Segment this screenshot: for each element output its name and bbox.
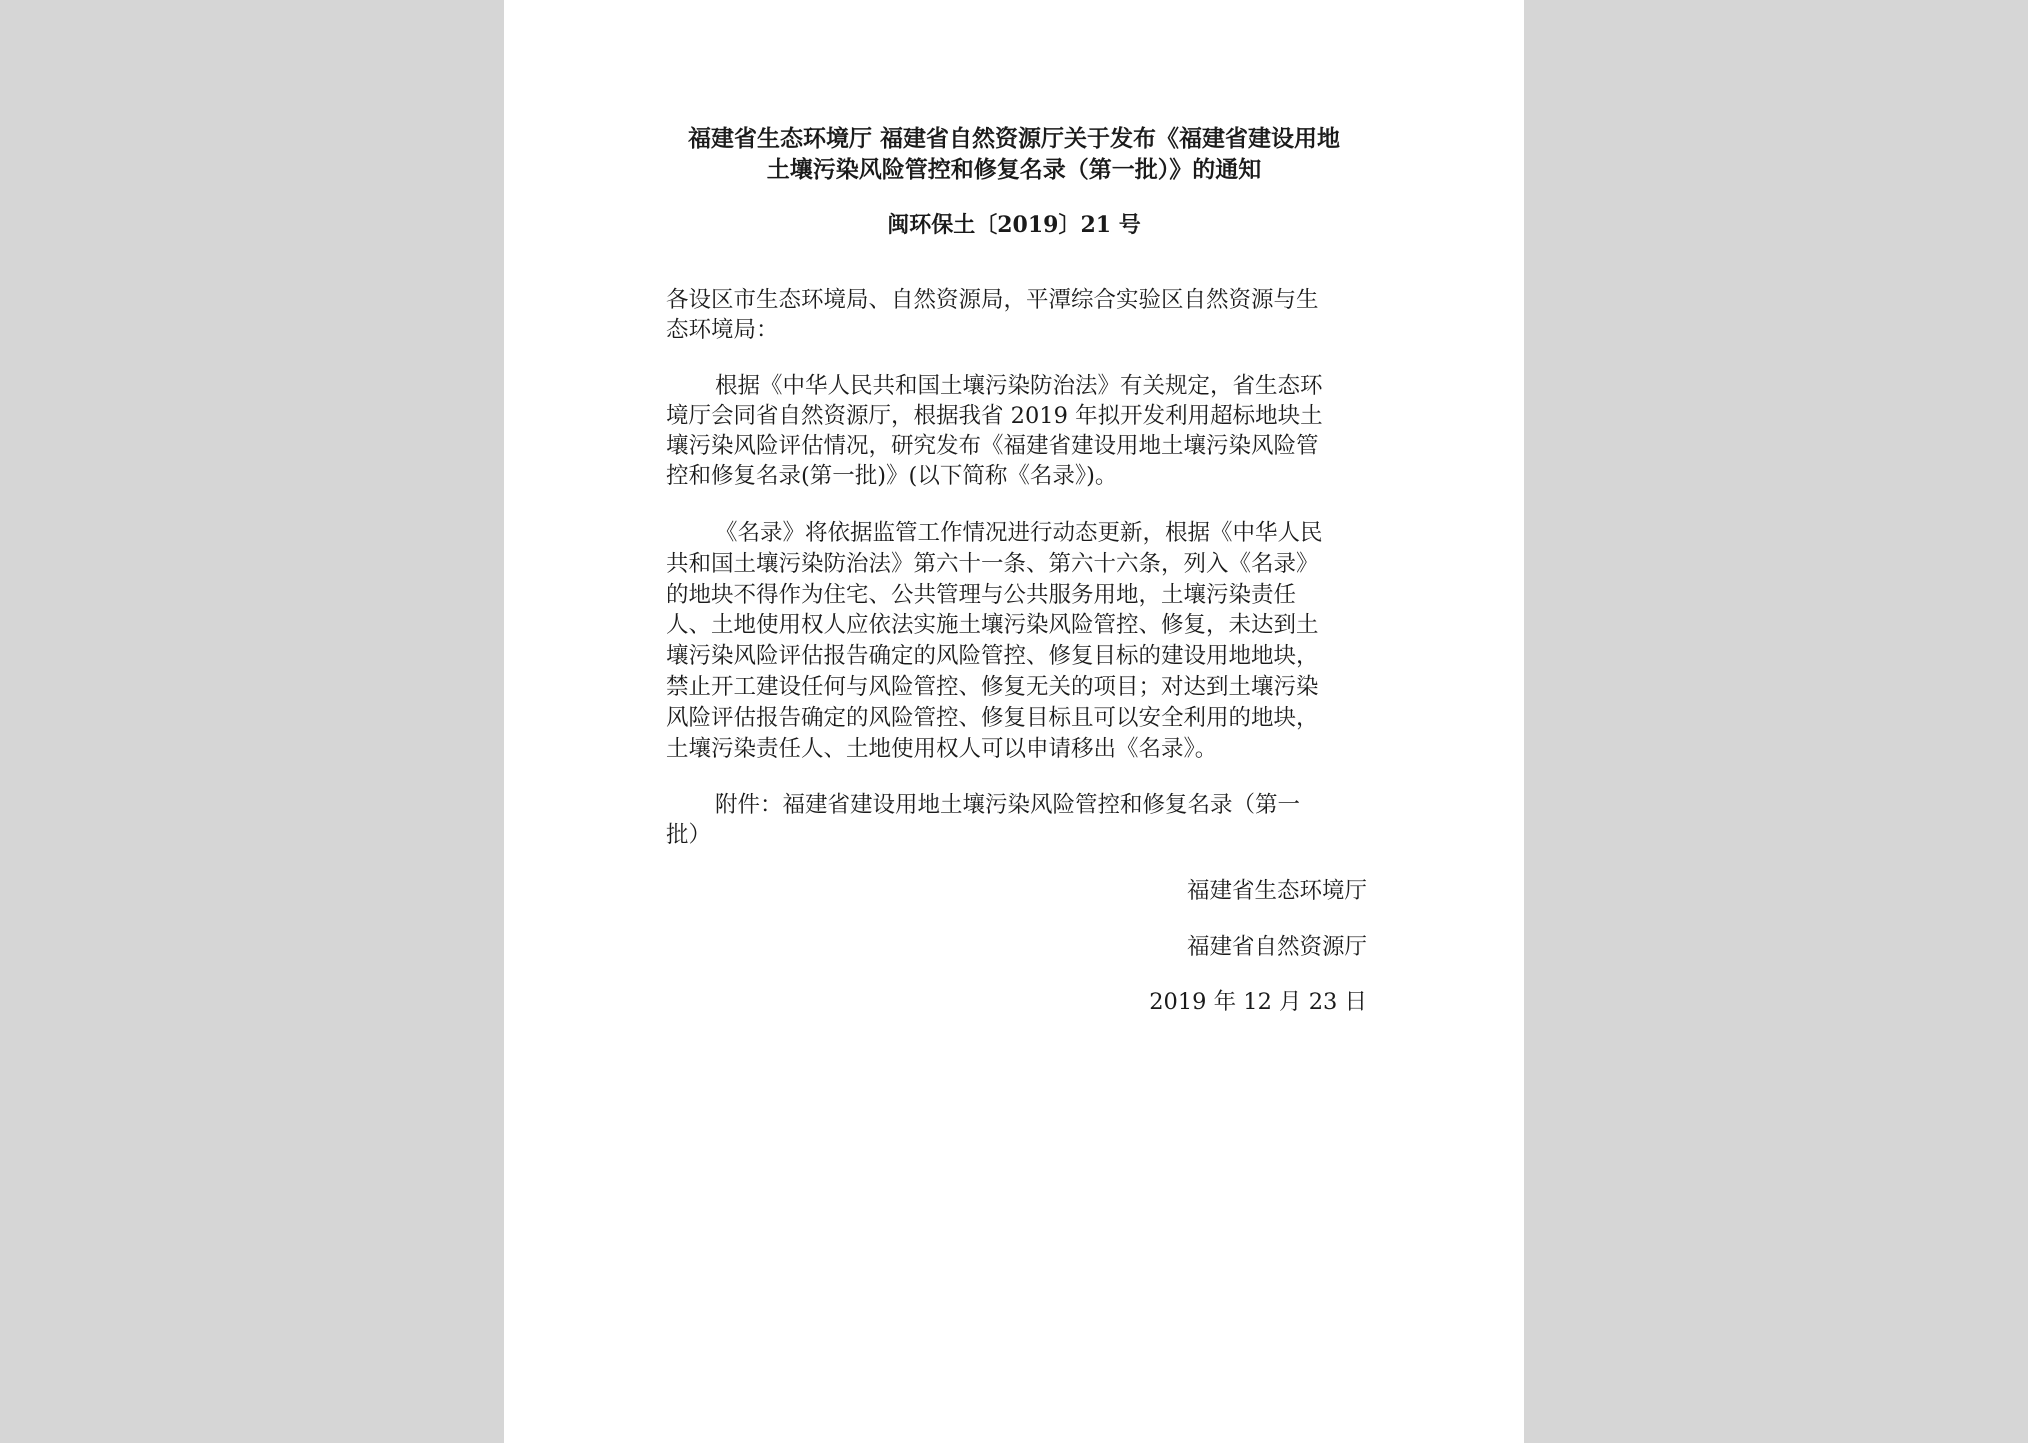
paragraph-1-line-3: 壤污染风险评估情况，研究发布《福建省建设用地土壤污染风险管 bbox=[666, 433, 1319, 459]
signature-natural-resources-department: 福建省自然资源厅 bbox=[1186, 934, 1367, 960]
paragraph-1-line-1: 根据《中华人民共和国土壤污染防治法》有关规定，省生态环 bbox=[715, 373, 1323, 399]
document-date: 2019 年 12 月 23 日 bbox=[1149, 989, 1367, 1015]
salutation-line-2: 态环境局： bbox=[666, 317, 779, 343]
attachment-line-2: 批） bbox=[666, 822, 712, 848]
signature-ecology-department: 福建省生态环境厅 bbox=[1186, 878, 1367, 904]
document-title-line-1: 福建省生态环境厅 福建省自然资源厅关于发布《福建省建设用地 bbox=[687, 125, 1340, 152]
paragraph-2-line-4: 人、土地使用权人应依法实施土壤污染风险管控、修复，未达到土 bbox=[666, 612, 1319, 638]
paragraph-2-line-1: 《名录》将依据监管工作情况进行动态更新，根据《中华人民 bbox=[715, 520, 1323, 546]
paragraph-1-line-2: 境厅会同省自然资源厅，根据我省 2019 年拟开发利用超标地块土 bbox=[666, 403, 1323, 429]
paragraph-2-line-3: 的地块不得作为住宅、公共管理与公共服务用地，土壤污染责任 bbox=[666, 582, 1297, 608]
paragraph-1-line-4: 控和修复名录(第一批)》(以下简称《名录》)。 bbox=[666, 463, 1118, 489]
paragraph-2-line-2: 共和国土壤污染防治法》第六十一条、第六十六条，列入《名录》 bbox=[666, 551, 1319, 577]
paragraph-2-line-8: 土壤污染责任人、土地使用权人可以申请移出《名录》。 bbox=[666, 736, 1218, 762]
document-page bbox=[504, 0, 1524, 1443]
document-number: 闽环保土〔2019〕21 号 bbox=[887, 212, 1141, 238]
salutation-line-1: 各设区市生态环境局、自然资源局，平潭综合实验区自然资源与生 bbox=[666, 287, 1319, 313]
paragraph-2-line-5: 壤污染风险评估报告确定的风险管控、修复目标的建设用地地块， bbox=[666, 643, 1319, 669]
paragraph-2-line-7: 风险评估报告确定的风险管控、修复目标且可以安全利用的地块， bbox=[666, 705, 1319, 731]
paragraph-2-line-6: 禁止开工建设任何与风险管控、修复无关的项目；对达到土壤污染 bbox=[666, 674, 1319, 700]
document-title-line-2: 土壤污染风险管控和修复名录（第一批）》的通知 bbox=[766, 156, 1262, 183]
attachment-line-1: 附件：福建省建设用地土壤污染风险管控和修复名录（第一 bbox=[715, 792, 1301, 818]
